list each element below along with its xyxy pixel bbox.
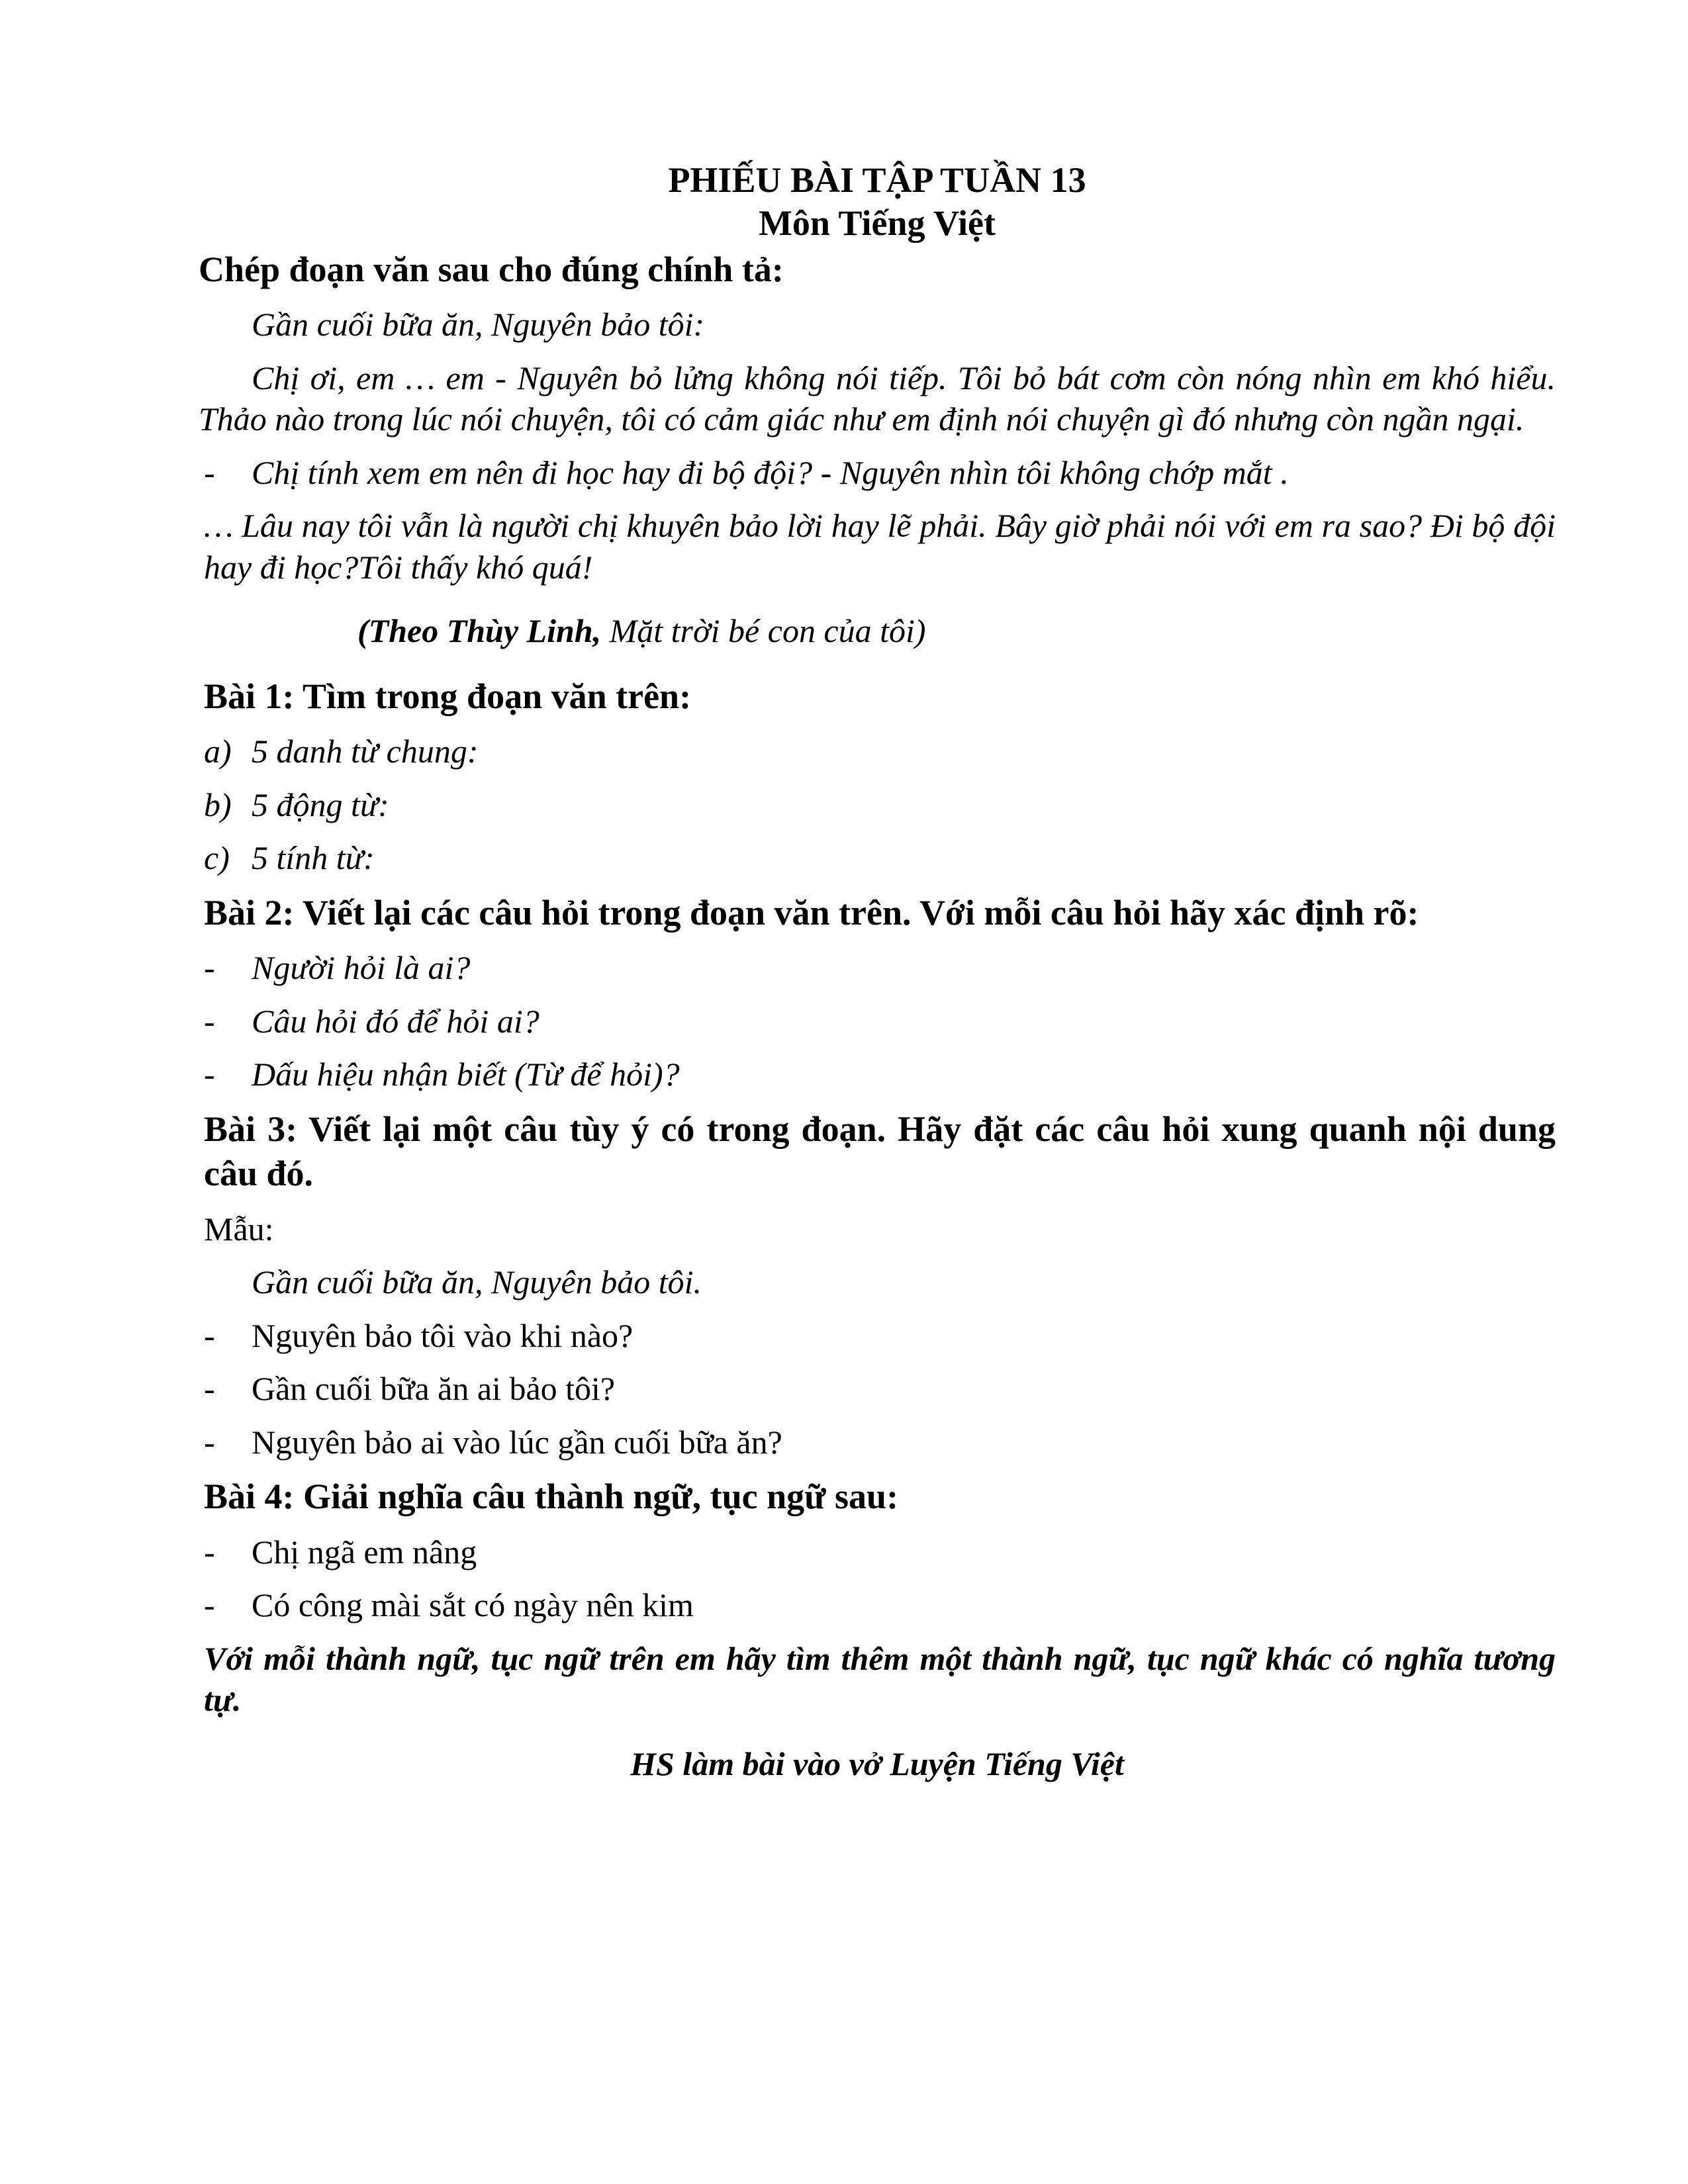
item-text: Chị ngã em nâng [252,1533,477,1570]
worksheet-page [199,159,1556,1784]
item-marker: b) [204,786,232,823]
item-text: 5 danh từ chung: [252,733,479,770]
exercise-3-item [199,1315,1556,1357]
item-text: Người hỏi là ai? [252,949,471,987]
page-title: PHIẾU BÀI TẬP TUẦN 13 [668,160,1086,200]
exercise-2-heading: Bài 2: Viết lại các câu hỏi trong đoạn văn trên. Với mỗi câu hỏi hãy xác định rõ: [204,892,1419,933]
item-marker: a) [204,733,232,770]
item-text: Gần cuối bữa ăn ai bảo tôi? [252,1370,616,1408]
footer-instruction: HS làm bài vào vở Luyện Tiếng Việt [630,1745,1124,1782]
exercise-1-item [199,731,1556,772]
source-work: Mặt trời bé con của tôi) [601,612,926,650]
item-text: Câu hỏi đó để hỏi ai? [252,1002,539,1040]
dictation-paragraph-1: Gần cuối bữa ăn, Nguyên bảo tôi: [252,306,705,343]
item-marker: - [204,1056,215,1093]
sample-sentence: Gần cuối bữa ăn, Nguyên bảo tôi. [252,1263,702,1301]
dictation-paragraph-3 [199,452,1556,494]
dictation-instruction: Chép đoạn văn sau cho đúng chính tả: [199,249,784,289]
sample-label: Mẫu: [204,1210,274,1248]
item-text: 5 tính từ: [252,839,375,877]
exercise-4-item [199,1531,1556,1573]
item-marker: - [204,1586,215,1624]
exercise-1-item [199,837,1556,879]
item-marker: - [204,1316,215,1354]
exercise-4-item [199,1584,1556,1626]
exercise-1-item [199,784,1556,826]
exercise-1-heading: Bài 1: Tìm trong đoạn văn trên: [204,676,692,716]
item-text: Nguyên bảo ai vào lúc gần cuối bữa ăn? [252,1423,782,1461]
dictation-paragraph-2: Chị ơi, em … em - Nguyên bỏ lửng không nói tiếp. Tôi bỏ bát cơm còn nóng nhìn em khó hiểu. Thảo nào trong lúc nói chuyện, tôi có cảm giác như em định nói chuyện gì đó nhưng còn ngần ngại. [199,359,1556,438]
exercise-2-item [199,947,1556,989]
item-marker: - [204,949,215,987]
source-citation [199,610,1556,652]
exercise-3-heading: Bài 3: Viết lại một câu tùy ý có trong đoạn. Hãy đặt các câu hỏi xung quanh nội dung câu đó. [204,1109,1556,1194]
page-subtitle: Môn Tiếng Việt [758,203,996,243]
dash-marker: - [204,453,215,491]
source-author: (Theo Thùy Linh, [357,612,602,650]
exercise-3-item [199,1368,1556,1410]
exercise-4-heading: Bài 4: Giải nghĩa câu thành ngữ, tục ngữ sau: [204,1477,899,1517]
exercise-3-item [199,1422,1556,1463]
item-marker: - [204,1423,215,1461]
item-text: Có công mài sắt có ngày nên kim [252,1586,694,1624]
item-marker: - [204,1533,215,1570]
item-text: 5 động từ: [252,786,389,823]
exercise-2-item [199,1054,1556,1095]
item-text: Nguyên bảo tôi vào khi nào? [252,1316,633,1354]
item-text: Dấu hiệu nhận biết (Từ để hỏi)? [252,1056,680,1093]
exercise-2-item [199,1001,1556,1042]
exercise-4-note: Với mỗi thành ngữ, tục ngữ trên em hãy tìm thêm một thành ngữ, tục ngữ khác có nghĩa tương tự. [204,1639,1556,1719]
item-marker: c) [204,839,230,877]
item-marker: - [204,1002,215,1040]
item-marker: - [204,1370,215,1408]
dictation-paragraph-4: … Lâu nay tôi vẫn là người chị khuyên bảo lời hay lẽ phải. Bây giờ phải nói với em ra sao? Đi bộ đội hay đi học?Tôi thấy khó quá! [204,507,1556,586]
dictation-paragraph-3-text: Chị tính xem em nên đi học hay đi bộ đội? - Nguyên nhìn tôi không chớp mắt . [252,453,1289,491]
